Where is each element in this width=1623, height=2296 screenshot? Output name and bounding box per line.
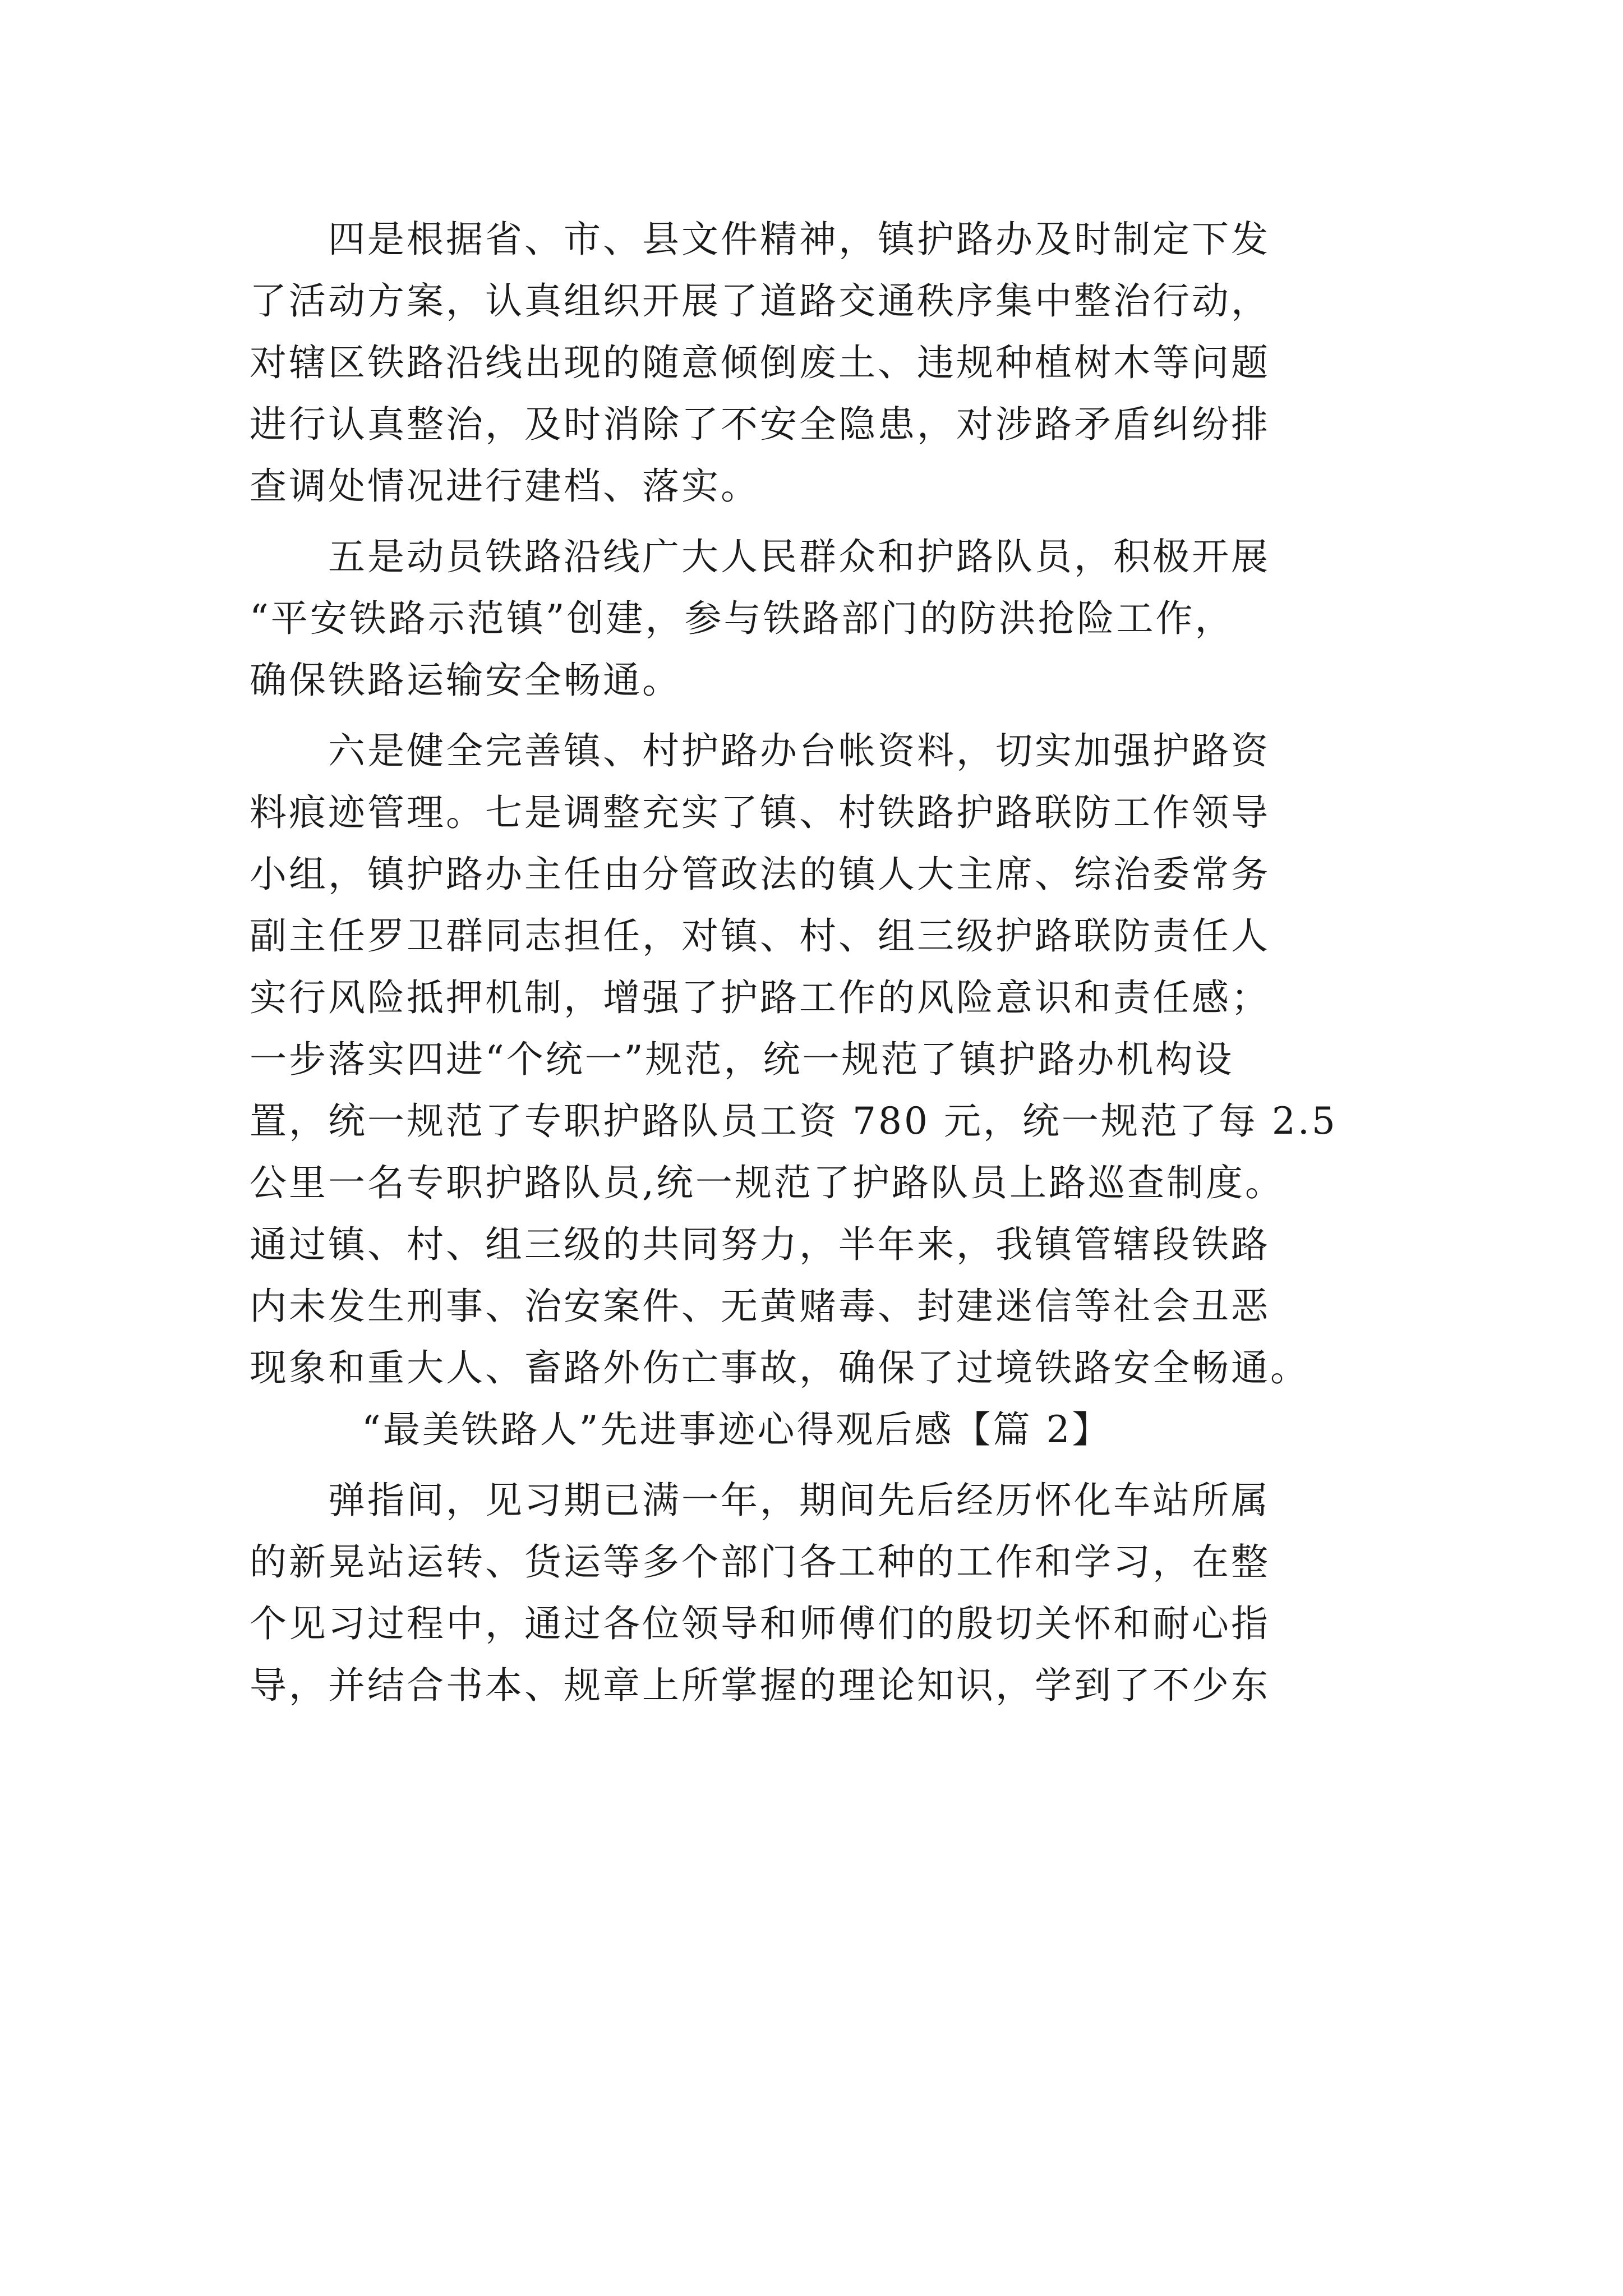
paragraph-line: 导，并结合书本、规章上所掌握的理论知识，学到了不少东	[250, 1664, 1270, 1707]
paragraph-line: 六是健全完善镇、村护路办台帐资料，切实加强护路资	[328, 729, 1270, 772]
paragraph-line: 现象和重大人、畜路外伤亡事故，确保了过境铁路安全畅通。	[250, 1346, 1310, 1389]
paragraph-5	[250, 526, 1382, 711]
paragraph-line: 的新晃站运转、货运等多个部门各工种的工作和学习，在整	[250, 1540, 1270, 1584]
section-heading: “最美铁路人”先进事迹心得观后感【篇 2】	[362, 1408, 1112, 1451]
paragraph-line: 公里一名专职护路队员,统一规范了护路队员上路巡查制度。	[250, 1161, 1284, 1204]
paragraph-line: 五是动员铁路沿线广大人民群众和护路队员，积极开展	[328, 535, 1270, 578]
paragraph-line: 进行认真整治，及时消除了不安全隐患，对涉路矛盾纠纷排	[250, 403, 1270, 446]
paragraph-line: 确保铁路运输安全畅通。	[250, 659, 681, 702]
paragraph-line: 置，统一规范了专职护路队员工资 780 元，统一规范了每 2.5	[250, 1099, 1338, 1143]
paragraph-line: 弹指间，见习期已满一年，期间先后经历怀化车站所属	[328, 1479, 1270, 1522]
paragraph-line: 个见习过程中，通过各位领导和师傅们的殷切关怀和耐心指	[250, 1602, 1270, 1645]
paragraph-6	[250, 720, 1382, 1399]
paragraph-line: 查调处情况进行建档、落实。	[250, 464, 760, 508]
section-heading-block	[250, 1399, 1382, 1461]
paragraph-line: 副主任罗卫群同志担任，对镇、村、组三级护路联防责任人	[250, 914, 1270, 958]
paragraph-line: 料痕迹管理。七是调整充实了镇、村铁路护路联防工作领导	[250, 791, 1270, 834]
paragraph-line: 对辖区铁路沿线出现的随意倾倒废土、违规种植树木等问题	[250, 341, 1270, 384]
final-paragraph	[250, 1470, 1382, 1717]
paragraph-line: 内未发生刑事、治安案件、无黄赌毒、封建迷信等社会丑恶	[250, 1285, 1270, 1328]
paragraph-line: 了活动方案，认真组织开展了道路交通秩序集中整治行动，	[250, 279, 1270, 323]
paragraph-line: 一步落实四进“个统一”规范，统一规范了镇护路办机构设	[250, 1038, 1234, 1081]
paragraph-line: 实行风险抵押机制，增强了护路工作的风险意识和责任感；	[250, 976, 1270, 1019]
paragraph-line: 通过镇、村、组三级的共同努力，半年来，我镇管辖段铁路	[250, 1223, 1270, 1266]
paragraph-line: 四是根据省、市、县文件精神，镇护路办及时制定下发	[328, 218, 1270, 261]
body-text	[250, 209, 1382, 1717]
paragraph-line: “平安铁路示范镇”创建，参与铁路部门的防洪抢险工作，	[250, 597, 1234, 640]
paragraph-4	[250, 209, 1382, 517]
paragraph-line: 小组，镇护路办主任由分管政法的镇人大主席、综治委常务	[250, 853, 1270, 896]
